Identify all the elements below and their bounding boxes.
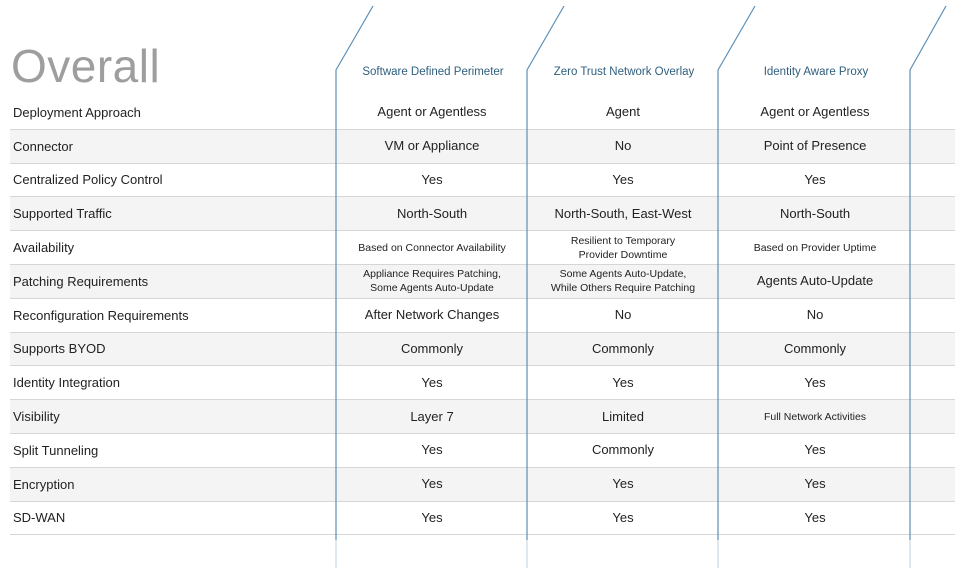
table-row <box>10 333 955 367</box>
table-row <box>10 468 955 502</box>
table-cell: Agent <box>606 104 640 120</box>
column-header-ztno: Zero Trust Network Overlay <box>553 66 695 78</box>
table-row <box>10 265 955 299</box>
table-cell: Agents Auto-Update <box>756 273 874 289</box>
table-cell: Full Network Activities <box>763 410 867 423</box>
table-cell: North-South, East-West <box>554 205 692 221</box>
table-cell: Layer 7 <box>410 408 454 424</box>
table-row <box>10 164 955 198</box>
table-cell: Agent or Agentless <box>760 104 870 120</box>
table-cell: VM or Appliance <box>384 138 480 154</box>
table-cell: Commonly <box>591 340 655 356</box>
row-label: Supports BYOD <box>13 341 106 357</box>
row-label: Patching Requirements <box>13 273 149 289</box>
table-cell: Yes <box>804 171 826 187</box>
table-cell: Based on Connector Availability <box>358 241 506 254</box>
row-label: Deployment Approach <box>13 104 141 120</box>
comparison-table <box>10 96 955 535</box>
table-cell: North-South <box>779 205 851 221</box>
table-cell: Yes <box>421 476 443 492</box>
table-row <box>10 502 955 536</box>
table-cell: Appliance Requires Patching, Some Agents Auto-Update <box>363 268 501 295</box>
table-cell: Yes <box>612 171 634 187</box>
row-label: Encryption <box>13 476 75 492</box>
table-row <box>10 96 955 130</box>
row-label: Supported Traffic <box>13 206 112 222</box>
table-cell: Point of Presence <box>763 138 867 154</box>
table-cell: Commonly <box>400 340 464 356</box>
table-cell: No <box>614 307 632 323</box>
table-cell: Yes <box>612 374 634 390</box>
table-row <box>10 231 955 265</box>
table-cell: No <box>806 307 824 323</box>
table-cell: Yes <box>421 509 443 525</box>
table-cell: Yes <box>804 476 826 492</box>
table-cell: Some Agents Auto-Update, While Others Require Patching <box>550 268 696 295</box>
table-cell: Resilient to Temporary Provider Downtime <box>570 234 676 261</box>
table-cell: Yes <box>421 442 443 458</box>
table-cell: Agent or Agentless <box>377 104 487 120</box>
table-row <box>10 130 955 164</box>
row-label: Reconfiguration Requirements <box>13 307 189 323</box>
column-header-iap: Identity Aware Proxy <box>763 66 869 78</box>
table-cell: Yes <box>421 171 443 187</box>
table-cell: Yes <box>421 374 443 390</box>
table-row <box>10 434 955 468</box>
page-title: Overall <box>11 40 161 92</box>
table-cell: North-South <box>396 205 468 221</box>
table-cell: Yes <box>612 509 634 525</box>
table-row <box>10 366 955 400</box>
table-row <box>10 400 955 434</box>
table-cell: Limited <box>602 408 644 424</box>
table-cell: No <box>614 138 632 154</box>
row-label: Connector <box>13 138 73 154</box>
row-label: SD-WAN <box>13 510 66 526</box>
table-cell: Yes <box>804 374 826 390</box>
row-label: Split Tunneling <box>13 442 99 458</box>
row-label: Centralized Policy Control <box>13 172 163 188</box>
table-cell: Yes <box>612 476 634 492</box>
table-cell: Commonly <box>783 340 847 356</box>
row-label: Availability <box>13 240 75 256</box>
table-cell: After Network Changes <box>364 307 500 323</box>
row-label: Identity Integration <box>13 375 120 391</box>
table-cell: Yes <box>804 509 826 525</box>
row-label: Visibility <box>13 409 60 425</box>
table-cell: Yes <box>804 442 826 458</box>
table-cell: Commonly <box>591 442 655 458</box>
table-row <box>10 299 955 333</box>
table-row <box>10 197 955 231</box>
column-header-sdp: Software Defined Perimeter <box>362 66 504 78</box>
table-cell: Based on Provider Uptime <box>753 241 877 254</box>
